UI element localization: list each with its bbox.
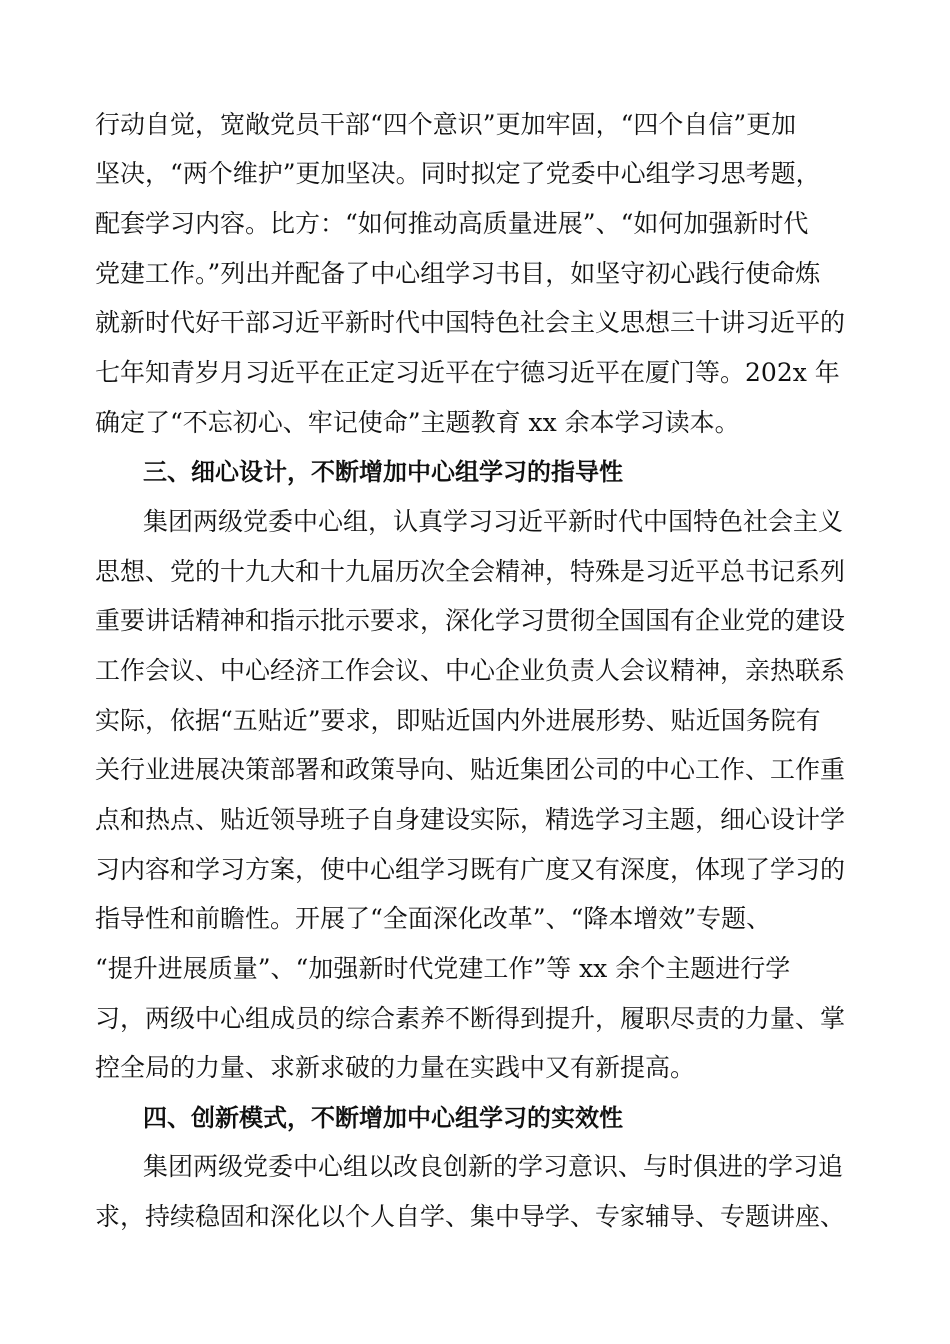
text-line: 习，两级中心组成员的综合素养不断得到提升，履职尽责的力量、掌 <box>95 1004 846 1033</box>
text-line: 点和热点、贴近领导班子自身建设实际，精选学习主题，细心设计学 <box>95 805 846 834</box>
text-line: 重要讲话精神和指示批示要求，深化学习贯彻全国国有企业党的建设 <box>95 606 846 635</box>
text-line: 坚决，“两个维护”更加坚决。同时拟定了党委中心组学习思考题， <box>95 159 821 188</box>
text-line: 控全局的力量、求新求破的力量在实践中又有新提高。 <box>95 1053 696 1082</box>
text-line: 就新时代好干部习近平新时代中国特色社会主义思想三十讲习近平的 <box>95 308 846 337</box>
text-line: 集团两级党委中心组以改良创新的学习意识、与时俱进的学习追 <box>143 1152 844 1181</box>
text-line: 关行业进展决策部署和政策导向、贴近集团公司的中心工作、工作重 <box>95 755 846 784</box>
text-line: 行动自觉，宽敞党员干部“四个意识”更加牢固，“四个自信”更加 <box>95 110 797 139</box>
text-line: 党建工作。”列出并配备了中心组学习书目，如坚守初心践行使命炼 <box>95 259 821 288</box>
section-heading-4: 四、创新模式，不断增加中心组学习的实效性 <box>143 1104 623 1132</box>
text-line: 七年知青岁月习近平在正定习近平在宁德习近平在厦门等。202x 年 <box>95 358 840 387</box>
section-heading-3: 三、细心设计，不断增加中心组学习的指导性 <box>143 458 623 486</box>
text-line: 集团两级党委中心组，认真学习习近平新时代中国特色社会主义 <box>143 507 844 536</box>
text-line: 习内容和学习方案，使中心组学习既有广度又有深度，体现了学习的 <box>95 855 846 884</box>
text-line: 工作会议、中心经济工作会议、中心企业负责人会议精神，亲热联系 <box>95 656 846 685</box>
text-line: 配套学习内容。比方：“如何推动高质量进展”、“如何加强新时代 <box>95 209 809 238</box>
text-line: 求，持续稳固和深化以个人自学、集中导学、专家辅导、专题讲座、 <box>95 1202 846 1231</box>
text-line: 指导性和前瞻性。开展了“全面深化改革”、“降本增效”专题、 <box>95 904 772 933</box>
text-line: “提升进展质量”、“加强新时代党建工作”等 xx 余个主题进行学 <box>95 954 791 983</box>
text-line: 实际，依据“五贴近”要求，即贴近国内外进展形势、贴近国务院有 <box>95 706 821 735</box>
text-line: 确定了“不忘初心、牢记使命”主题教育 xx 余本学习读本。 <box>95 408 740 437</box>
text-line: 思想、党的十九大和十九届历次全会精神，特殊是习近平总书记系列 <box>95 557 846 586</box>
